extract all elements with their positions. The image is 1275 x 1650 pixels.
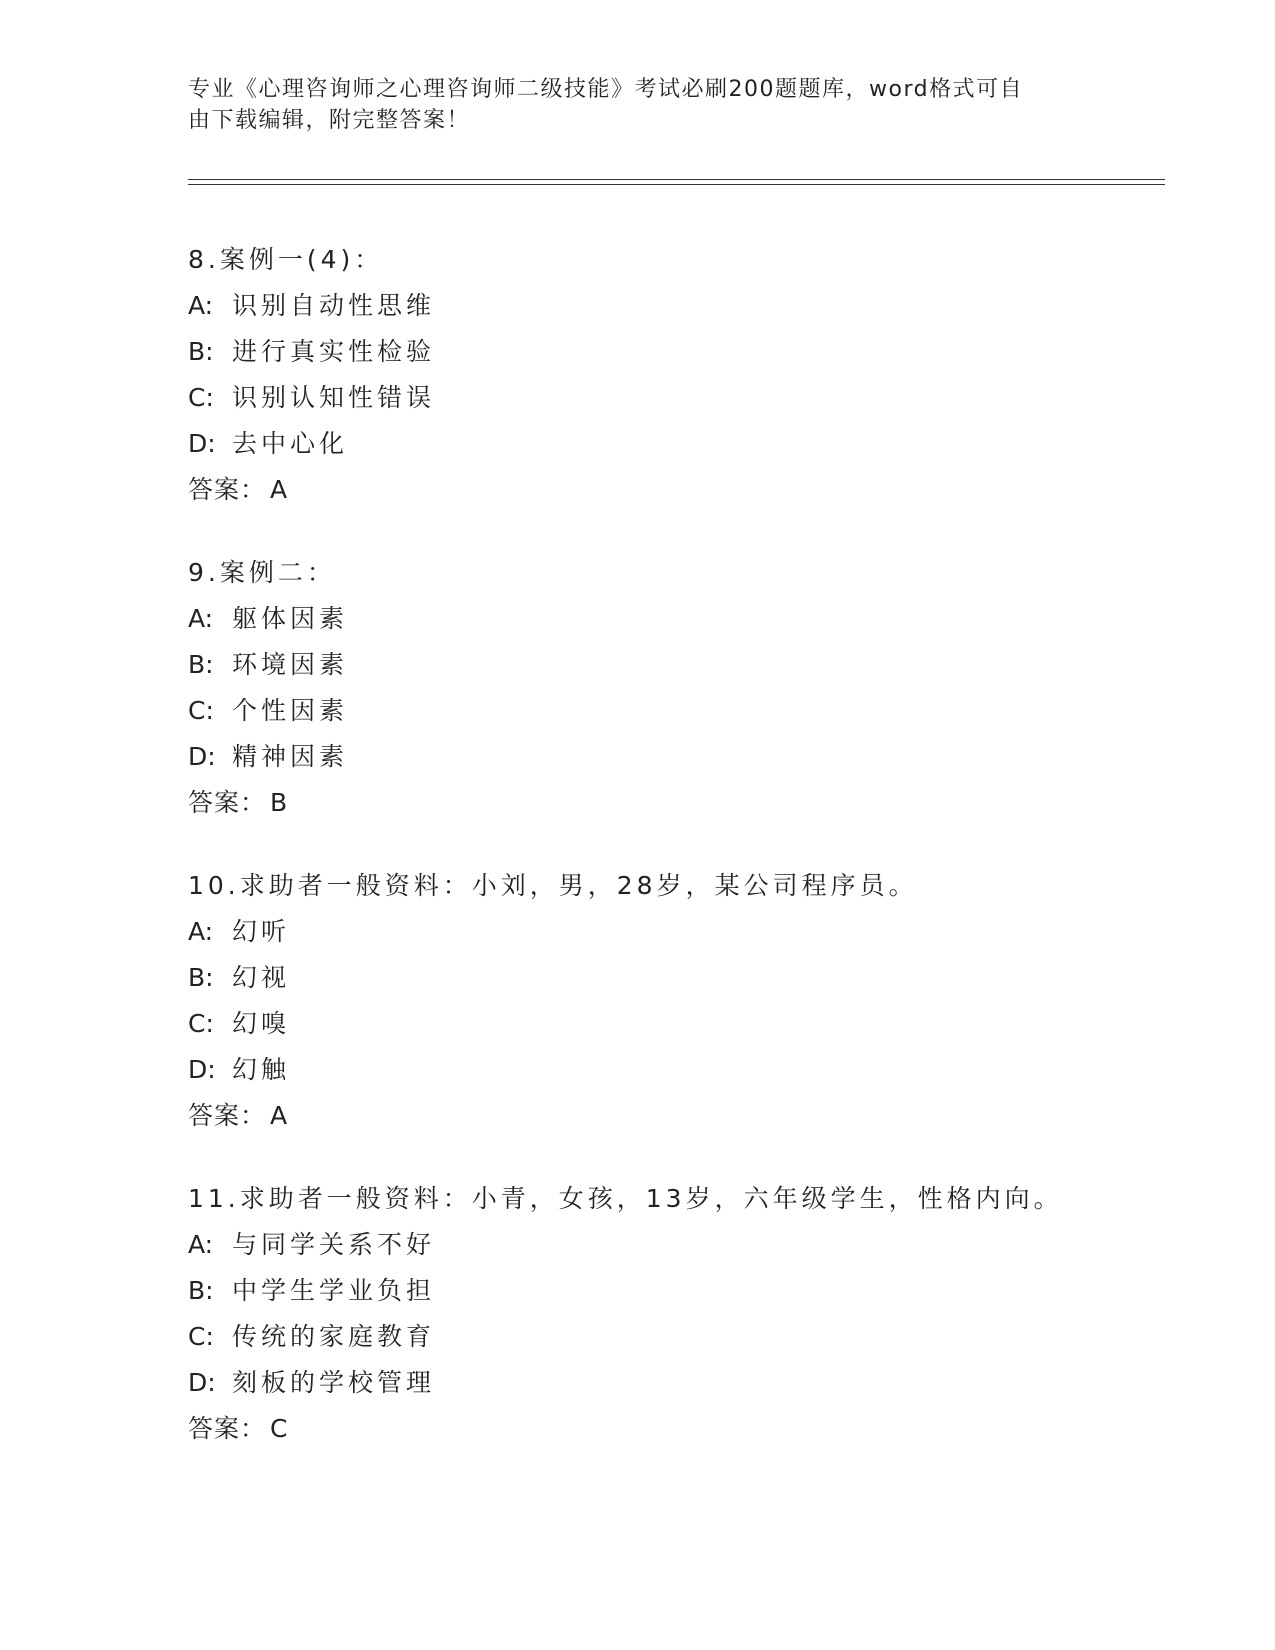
option-key: A: [188, 604, 214, 633]
answer-label: 答案： [188, 1101, 267, 1130]
option-b [188, 642, 1148, 688]
answer-line [188, 467, 1148, 513]
option-c [188, 375, 1148, 421]
option-c [188, 1314, 1148, 1360]
answer-label: 答案： [188, 788, 267, 817]
option-key: D: [188, 1368, 216, 1397]
option-text: 幻视 [232, 963, 291, 992]
option-text: 识别自动性思维 [232, 291, 436, 320]
option-key: C: [188, 1009, 214, 1038]
option-key: D: [188, 1055, 216, 1084]
option-text: 中学生学业负担 [232, 1276, 436, 1305]
option-a [188, 283, 1148, 329]
question-11 [188, 1176, 1148, 1452]
option-d [188, 1360, 1148, 1406]
answer-label: 答案： [188, 1414, 267, 1443]
answer-line [188, 1093, 1148, 1139]
answer-value: A [270, 1101, 289, 1130]
option-text: 去中心化 [232, 429, 349, 458]
answer-line [188, 780, 1148, 826]
option-key: A: [188, 291, 214, 320]
option-c [188, 1001, 1148, 1047]
header-divider-top [188, 179, 1165, 180]
question-8 [188, 237, 1148, 513]
option-key: C: [188, 383, 214, 412]
document-header [188, 74, 1068, 136]
option-text: 与同学关系不好 [232, 1230, 436, 1259]
question-stem: 8.案例一(4)： [188, 245, 384, 274]
answer-line [188, 1406, 1148, 1452]
question-stem: 9.案例二： [188, 558, 336, 587]
header-line-1: 专业《心理咨询师之心理咨询师二级技能》考试必刷200题题库，word格式可自 [188, 77, 1024, 102]
option-text: 幻听 [232, 917, 291, 946]
answer-label: 答案： [188, 475, 267, 504]
question-list [188, 237, 1148, 1489]
option-text: 幻嗅 [232, 1009, 291, 1038]
option-key: A: [188, 917, 214, 946]
option-key: D: [188, 429, 216, 458]
header-line-2: 由下载编辑，附完整答案！ [188, 108, 471, 133]
option-a [188, 1222, 1148, 1268]
option-text: 精神因素 [232, 742, 349, 771]
option-key: B: [188, 337, 214, 366]
question-stem: 11.求助者一般资料：小青，女孩，13岁，六年级学生，性格内向。 [188, 1184, 1063, 1213]
option-text: 识别认知性错误 [232, 383, 436, 412]
header-divider-bottom [188, 184, 1165, 185]
option-key: A: [188, 1230, 214, 1259]
answer-value: A [270, 475, 289, 504]
option-b [188, 955, 1148, 1001]
option-key: D: [188, 742, 216, 771]
option-text: 幻触 [232, 1055, 291, 1084]
option-b [188, 329, 1148, 375]
question-9 [188, 550, 1148, 826]
option-text: 环境因素 [232, 650, 349, 679]
option-key: B: [188, 1276, 214, 1305]
option-key: C: [188, 696, 214, 725]
answer-value: C [270, 1414, 289, 1443]
option-d [188, 1047, 1148, 1093]
option-key: B: [188, 963, 214, 992]
option-text: 躯体因素 [232, 604, 349, 633]
question-10 [188, 863, 1148, 1139]
option-a [188, 909, 1148, 955]
option-d [188, 734, 1148, 780]
option-c [188, 688, 1148, 734]
option-text: 进行真实性检验 [232, 337, 436, 366]
option-text: 传统的家庭教育 [232, 1322, 436, 1351]
option-key: B: [188, 650, 214, 679]
option-text: 刻板的学校管理 [232, 1368, 436, 1397]
option-a [188, 596, 1148, 642]
option-d [188, 421, 1148, 467]
option-text: 个性因素 [232, 696, 349, 725]
answer-value: B [270, 788, 289, 817]
question-stem: 10.求助者一般资料：小刘，男，28岁，某公司程序员。 [188, 871, 918, 900]
option-b [188, 1268, 1148, 1314]
option-key: C: [188, 1322, 214, 1351]
